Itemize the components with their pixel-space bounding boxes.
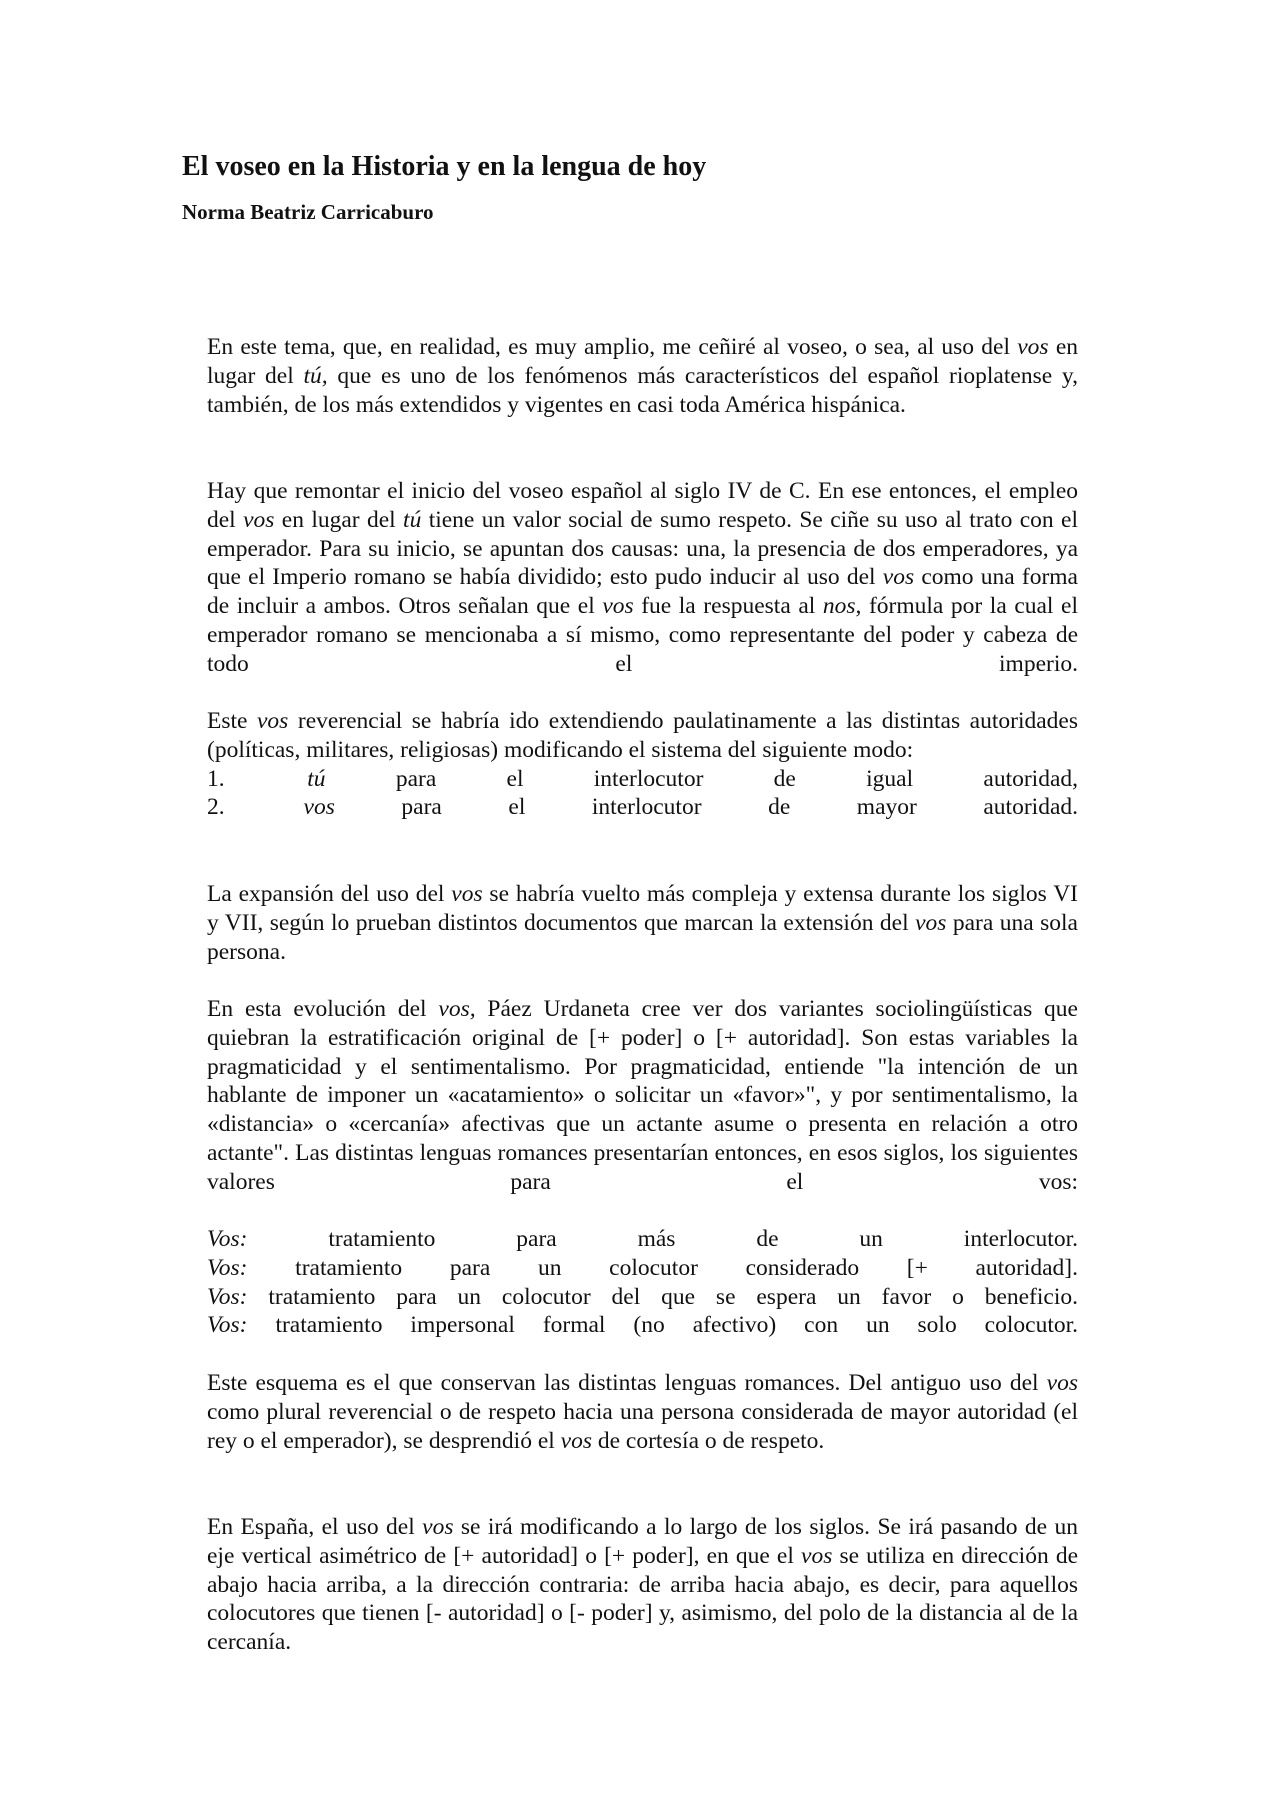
document-title: El voseo en la Historia y en la lengua de hoy — [182, 151, 707, 182]
paragraph-text: Hay que remontar el inicio del voseo español al siglo IV de C. En ese entonces, el empleo del vos en lugar del tú tiene un valor social de sumo respeto. Se ciñe su uso al trato con el emperador. Para su inicio, se apuntan dos causas: una, la presencia de dos emperadores, ya que el Imperio romano se había dividido; esto pudo inducir al uso del vos como una forma de incluir a ambos. Otros señalan que el vos fue la respuesta al nos, fórmula por la cual el emperador romano se mencionaba a sí mismo, como representante del poder y cabeza de todo el imperio. — [207, 478, 1078, 677]
paragraph-3 — [207, 707, 1078, 822]
values-list — [207, 1225, 1078, 1340]
list-item: Vos: tratamiento impersonal formal (no afectivo) con un solo colocutor. — [207, 1312, 1079, 1339]
paragraph-text: En España, el uso del vos se irá modificando a lo largo de los siglos. Se irá pasando de un eje vertical asimétrico de [+ autoridad] o [+ poder], en que el vos se utiliza en dirección de abajo hacia arriba, a la dirección contraria: de arriba hacia abajo, es decir, para aquellos colocutores que tienen [- autoridad] o [- poder] y, asimismo, del polo de la distancia al de la cercanía. — [207, 1514, 1078, 1656]
paragraph-text: La expansión del uso del vos se habría vuelto más compleja y extensa durante los siglos VI y VII, según lo prueban distintos documentos que marcan la extensión del vos para una sola persona. — [207, 881, 1078, 965]
list-item: 1. tú para el interlocutor de igual autoridad, — [207, 765, 1079, 792]
paragraph-4 — [207, 880, 1078, 966]
paragraph-5 — [207, 995, 1078, 1197]
list-item: Vos: tratamiento para más de un interlocutor. — [207, 1226, 1078, 1252]
paragraph-text: En este tema, que, en realidad, es muy amplio, me ceñiré al voseo, o sea, al uso del vos en lugar del tú, que es uno de los fenómenos más característicos del español rioplatense y, también, de los más extendidos y vigentes en casi toda América hispánica. — [207, 334, 1078, 418]
numbered-list — [207, 765, 1078, 823]
list-item: Vos: tratamiento para un colocutor del que se espera un favor o beneficio. — [207, 1283, 1078, 1310]
document-author: Norma Beatriz Carricaburo — [182, 200, 434, 224]
paragraph-text: Este esquema es el que conservan las distintas lenguas romances. Del antiguo uso del vos como plural reverencial o de respeto hacia una persona considerada de mayor autoridad (el rey o el emperador), se desprendió el vos de cortesía o de respeto. — [207, 1370, 1078, 1454]
paragraph-text: Este vos reverencial se habría ido extendiendo paulatinamente a las distintas autoridades (políticas, militares, religiosas) modificando el sistema del siguiente modo: — [207, 708, 1078, 763]
paragraph-7 — [207, 1513, 1078, 1657]
list-item: 2. vos para el interlocutor de mayor autoridad. — [207, 794, 1078, 821]
paragraph-2 — [207, 477, 1078, 679]
paragraph-1 — [207, 333, 1078, 419]
list-item: Vos: tratamiento para un colocutor considerado [+ autoridad]. — [207, 1254, 1079, 1281]
paragraph-6 — [207, 1369, 1078, 1455]
paragraph-text: En esta evolución del vos, Páez Urdaneta cree ver dos variantes sociolingüísticas que quiebran la estratificación original de [+ poder] o [+ autoridad]. Son estas variables la pragmaticidad y el sentimentalismo. Por pragmaticidad, entiende "la intención de un hablante de imponer un «acatamiento» o solicitar un «favor»", y por sentimentalismo, la «distancia» o «cercanía» afectivas que un actante asume o presenta en relación a otro actante". Las distintas lenguas romances presentarían entonces, en esos siglos, los siguientes valores para el vos: — [207, 996, 1078, 1195]
